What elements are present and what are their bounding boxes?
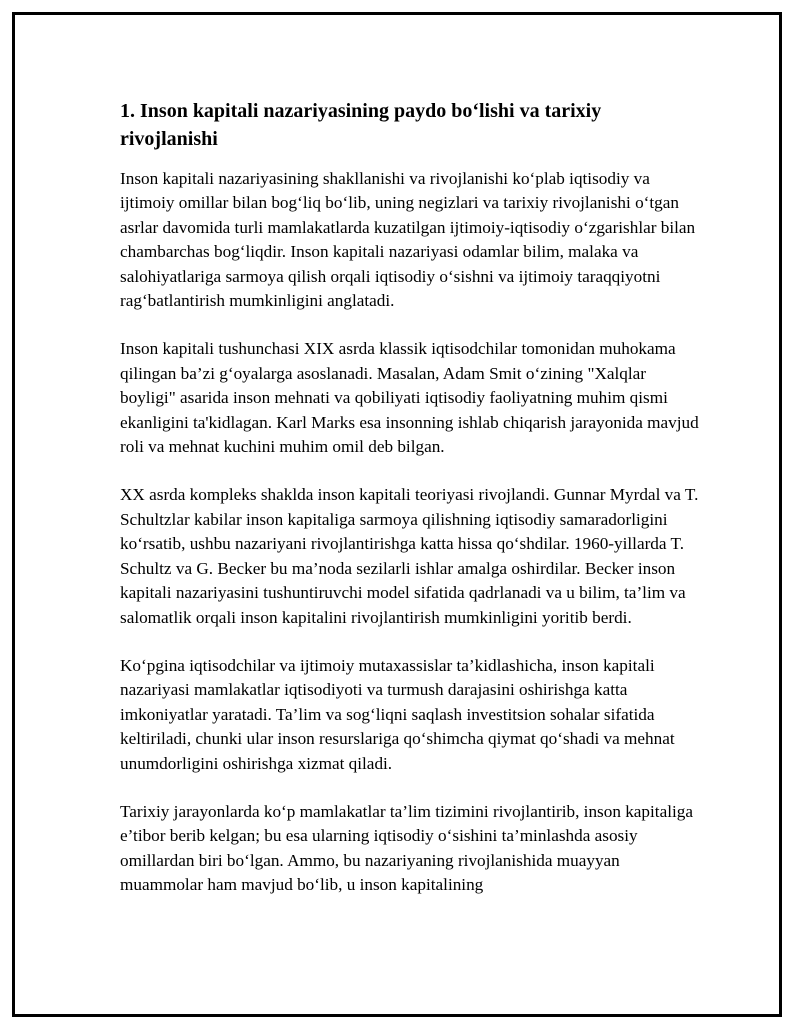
page-frame xyxy=(12,12,782,1017)
document-body xyxy=(120,97,700,922)
paragraph-3: XX asrda kompleks shaklda inson kapitali teoriyasi rivojlandi. Gunnar Myrdal va T. Schultzlar kabilar inson kapitaliga sarmoya qilishning iqtisodiy samaradorligini ko‘rsatib, ushbu nazariyani rivojlantirishga katta hissa qo‘shdilar. 1960-yillarda T. Schultz va G. Becker bu ma’noda sezilarli ishlar amalga oshirdilar. Becker inson kapitali nazariyasini tushuntiruvchi model sifatida qadrlanadi va u bilim, ta’lim va salomatlik orqali inson kapitalini rivojlantirish mumkinligini yoritib berdi. xyxy=(120,485,699,627)
paragraph-5: Tarixiy jarayonlarda ko‘p mamlakatlar ta’lim tizimini rivojlantirib, inson kapitaliga e’tibor berib kelgan; bu esa ularning iqtisodiy o‘sishini ta’minlashda asosiy omillardan biri bo‘lgan. Ammo, bu nazariyaning rivojlanishida muayyan muammolar ham mavjud bo‘lib, u inson kapitalining xyxy=(120,801,693,895)
paragraph-2: Inson kapitali tushunchasi XIX asrda klassik iqtisodchilar tomonidan muhokama qilingan ba’zi g‘oyalarga asoslanadi. Masalan, Adam Smit o‘zining "Xalqlar boyligi" asarida inson mehnati va qobiliyati iqtisodiy faoliyatning muhim qismi ekanligini ta'kidlagan. Karl Marks esa insonning ishlab chiqarish jarayonida mavjud roli va mehnat kuchini muhim omil deb bilgan. xyxy=(120,339,699,457)
section-title: 1. Inson kapitali nazariyasining paydo bo‘lishi va tarixiy rivojlanishi xyxy=(120,100,602,150)
paragraph-1: Inson kapitali nazariyasining shakllanishi va rivojlanishi ko‘plab iqtisodiy va ijtimoiy omillar bilan bog‘liq bo‘lib, uning negizlari va tarixiy rivojlanishi o‘tgan asrlar davomida turli mamlakatlarda kuzatilgan ijtimoiy-iqtisodiy o‘zgarishlar bilan chambarchas bog‘liqdir. Inson kapitali nazariyasi odamlar bilim, malaka va salohiyatlariga sarmoya qilish orqali iqtisodiy o‘sishni va ijtimoiy taraqqiyotni rag‘batlantirish mumkinligini anglatadi. xyxy=(120,169,696,311)
paragraph-4: Ko‘pgina iqtisodchilar va ijtimoiy mutaxassislar ta’kidlashicha, inson kapitali nazariyasi mamlakatlar iqtisodiyoti va turmush darajasini oshirishga katta imkoniyatlar yaratadi. Ta’lim va sog‘liqni saqlash investitsion sohalar sifatida keltiriladi, chunki ular inson resurslariga qo‘shimcha qiymat qo‘shadi va mehnat unumdorligini oshirishga xizmat qiladi. xyxy=(120,655,675,773)
